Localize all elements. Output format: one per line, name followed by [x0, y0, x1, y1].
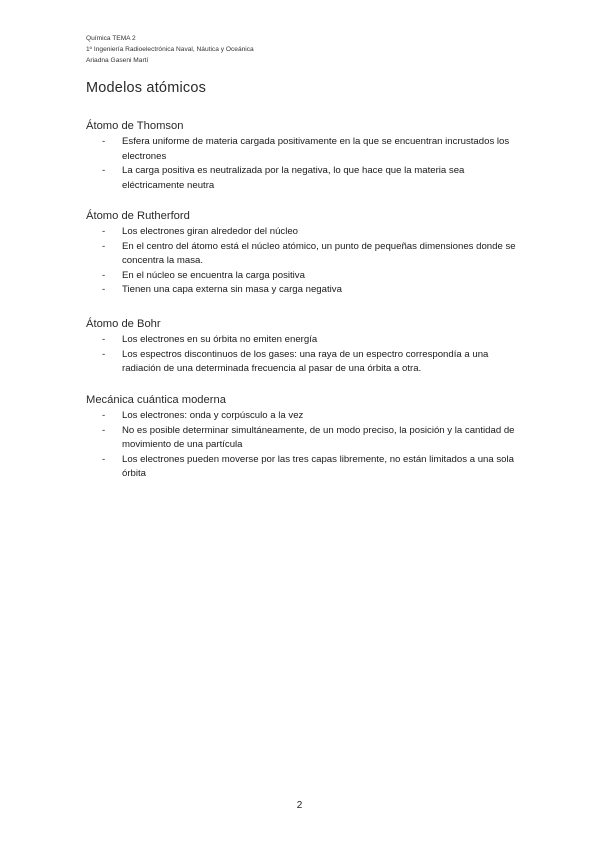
header-degree: 1º Ingeniería Radioelectrónica Naval, Náutica y Oceánica [86, 46, 254, 53]
list-item [86, 453, 526, 482]
bullet-dash: - [102, 410, 106, 421]
section-quantum-mechanics [86, 393, 526, 482]
bullet-dash: - [102, 226, 106, 237]
bullet-list [86, 409, 526, 482]
list-item [86, 283, 526, 298]
page-title: Modelos atómicos [86, 80, 207, 96]
section-heading: Mecánica cuántica moderna [86, 394, 226, 406]
list-item-text: Los electrones en su órbita no emiten energía [122, 334, 318, 345]
bullet-list [86, 333, 526, 377]
bullet-dash: - [102, 136, 106, 147]
list-item [86, 333, 526, 348]
list-item-text: No es posible determinar simultáneamente, de un modo preciso, la posición y la cantidad de movimiento de una partícula [122, 424, 515, 450]
list-item [86, 269, 526, 284]
section-bohr [86, 317, 526, 377]
page-number: 2 [296, 800, 303, 811]
bullet-dash: - [102, 334, 106, 345]
bullet-dash: - [102, 348, 106, 360]
list-item [86, 225, 526, 240]
list-item-text: Tienen una capa externa sin masa y carga negativa [122, 284, 342, 295]
bullet-dash: - [102, 453, 106, 465]
bullet-dash: - [102, 269, 106, 281]
section-heading: Átomo de Thomson [86, 120, 184, 132]
list-item [86, 348, 526, 377]
list-item [86, 240, 526, 269]
header-author: Ariadna Gaseni Martí [86, 57, 149, 64]
list-item [86, 409, 526, 424]
page-header [86, 33, 254, 66]
header-course: Química TEMA 2 [86, 35, 136, 42]
list-item-text: Esfera uniforme de materia cargada positivamente en la que se encuentran incrustados los electrones [122, 136, 510, 162]
list-item [86, 424, 526, 453]
list-item [86, 135, 526, 164]
list-item-text: En el centro del átomo está el núcleo atómico, un punto de pequeñas dimensiones donde se concentra la masa. [122, 240, 516, 266]
list-item-text: Los espectros discontinuos de los gases: una raya de un espectro correspondía a una radiación de una determinada frecuencia al pasar de una órbita a otra. [122, 348, 489, 374]
list-item-text: Los electrones: onda y corpúsculo a la vez [122, 410, 304, 421]
section-thomson [86, 119, 526, 193]
bullet-dash: - [102, 165, 106, 176]
list-item-text: La carga positiva es neutralizada por la negativa, lo que hace que la materia sea eléctricamente neutra [122, 165, 465, 191]
list-item-text: Los electrones pueden moverse por las tres capas libremente, no están limitados a una sola órbita [122, 453, 514, 479]
section-heading: Átomo de Rutherford [86, 210, 190, 222]
bullet-dash: - [102, 284, 106, 295]
bullet-dash: - [102, 240, 106, 252]
list-item-text: Los electrones giran alrededor del núcleo [122, 226, 298, 237]
bullet-list [86, 225, 526, 298]
bullet-dash: - [102, 424, 106, 436]
section-heading: Átomo de Bohr [86, 318, 161, 330]
list-item [86, 164, 526, 193]
list-item-text: En el núcleo se encuentra la carga positiva [122, 269, 305, 281]
bullet-list [86, 135, 526, 193]
section-rutherford [86, 209, 526, 298]
